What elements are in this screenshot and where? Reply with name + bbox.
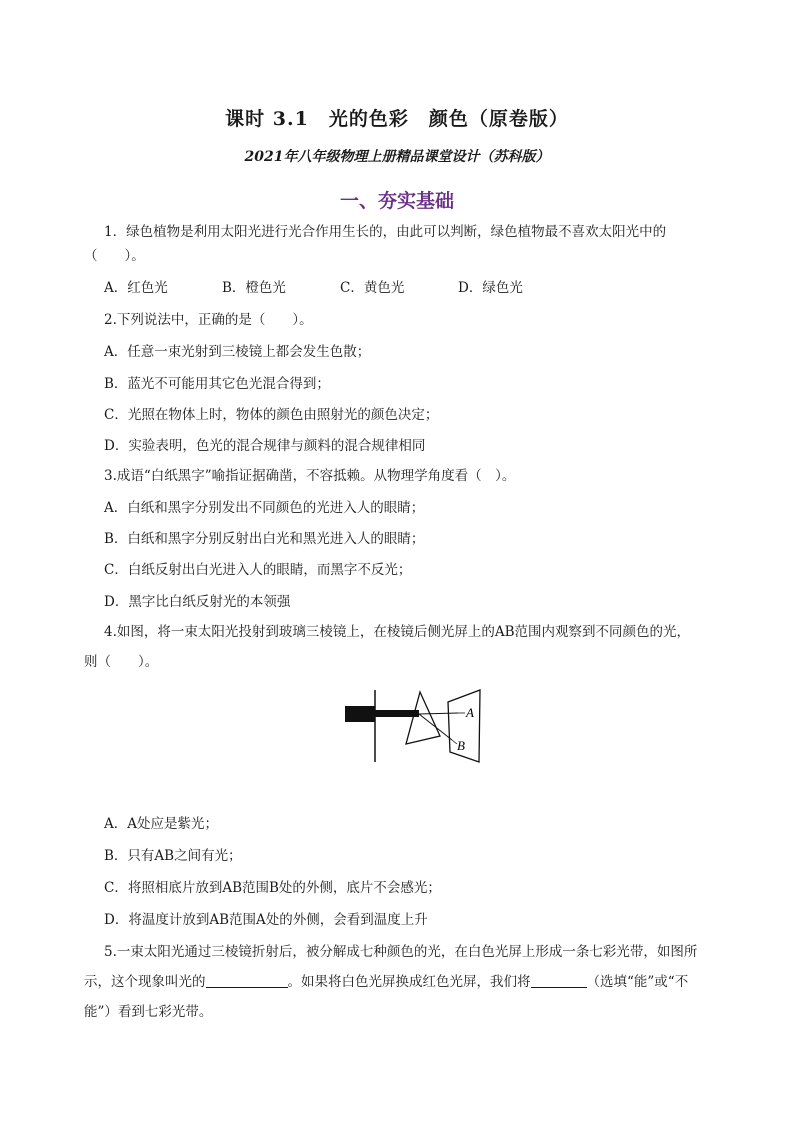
ray-to-a [419, 713, 458, 714]
q3-stem: 3.成语“白纸黑字”喻指证据确凿，不容抵赖。从物理学角度看（ ）。 [104, 468, 516, 484]
q1-option-d: D．绿色光 [458, 280, 523, 296]
page-subtitle: 2021年八年级物理上册精品课堂设计（苏科版） [244, 149, 550, 165]
ray-to-b [419, 714, 452, 740]
q4-option-b: B．只有AB之间有光； [104, 848, 242, 864]
page-title: 课时 3.1 光的色彩 颜色（原卷版） [225, 108, 569, 130]
q5-stem-line3: 能”）看到七彩光带。 [84, 1004, 213, 1020]
q3-option-b: B．白纸和黑字分别反射出白光和黑光进入人的眼睛； [104, 531, 425, 547]
q5-text-part1: 示，这个现象叫光的 [84, 974, 206, 990]
q2-stem: 2.下列说法中，正确的是（ ）。 [104, 312, 313, 328]
q5-text-part3: （选填“能”或“不 [586, 974, 689, 990]
q1-stem-line2: （ ）。 [84, 248, 145, 264]
light-source-block [345, 706, 375, 722]
q1-options [104, 276, 576, 296]
prism-dispersion-figure [340, 686, 490, 766]
q5-text-part2: 。如果将白色光屏换成红色光屏，我们将 [287, 974, 531, 990]
glass-prism [406, 692, 440, 744]
q4-option-d: D．将温度计放到AB范围A处的外侧，会看到温度上升 [104, 912, 428, 928]
q3-option-c: C．白纸反射出白光进入人的眼睛，而黑字不反光； [104, 562, 412, 578]
sunlight-beam [375, 710, 419, 717]
q1-stem-line1: 1．绿色植物是利用太阳光进行光合作用生长的，由此可以判断，绿色植物最不喜欢太阳光中的 [104, 224, 667, 240]
q1-option-c: C．黄色光 [340, 280, 405, 296]
q5-blank-2[interactable] [531, 973, 587, 988]
q4-stem-line2: 则（ ）。 [84, 654, 159, 670]
q2-option-b: B．蓝光不可能用其它色光混合得到； [104, 376, 330, 392]
label-b: B [457, 738, 465, 753]
q2-option-c: C．光照在物体上时，物体的颜色由照射光的颜色决定； [104, 407, 439, 423]
q4-option-c: C．将照相底片放到AB范围B处的外侧，底片不会感光； [104, 880, 441, 896]
q2-option-d: D．实验表明，色光的混合规律与颜料的混合规律相同 [104, 438, 426, 454]
label-a: A [466, 705, 474, 720]
q5-stem-line2 [84, 972, 724, 992]
q1-option-b: B．橙色光 [222, 280, 286, 296]
section-heading: 一、夯实基础 [339, 190, 454, 212]
q3-option-d: D．黑字比白纸反射光的本领强 [104, 594, 291, 610]
q2-option-a: A．任意一束光射到三棱镜上都会发生色散； [104, 344, 371, 360]
q5-stem-line1: 5.一束太阳光通过三棱镜折射后，被分解成七种颜色的光，在白色光屏上形成一条七彩光带，如图所 [104, 944, 698, 960]
q3-option-a: A．白纸和黑字分别发出不同颜色的光进入人的眼睛； [104, 500, 425, 516]
q5-blank-1[interactable] [206, 973, 288, 988]
q1-option-a: A．红色光 [104, 280, 168, 296]
q4-option-a: A．A处应是紫光； [104, 816, 218, 832]
q4-stem-line1: 4.如图，将一束太阳光投射到玻璃三棱镜上，在棱镜后侧光屏上的AB范围内观察到不同颜色的光， [104, 624, 691, 640]
